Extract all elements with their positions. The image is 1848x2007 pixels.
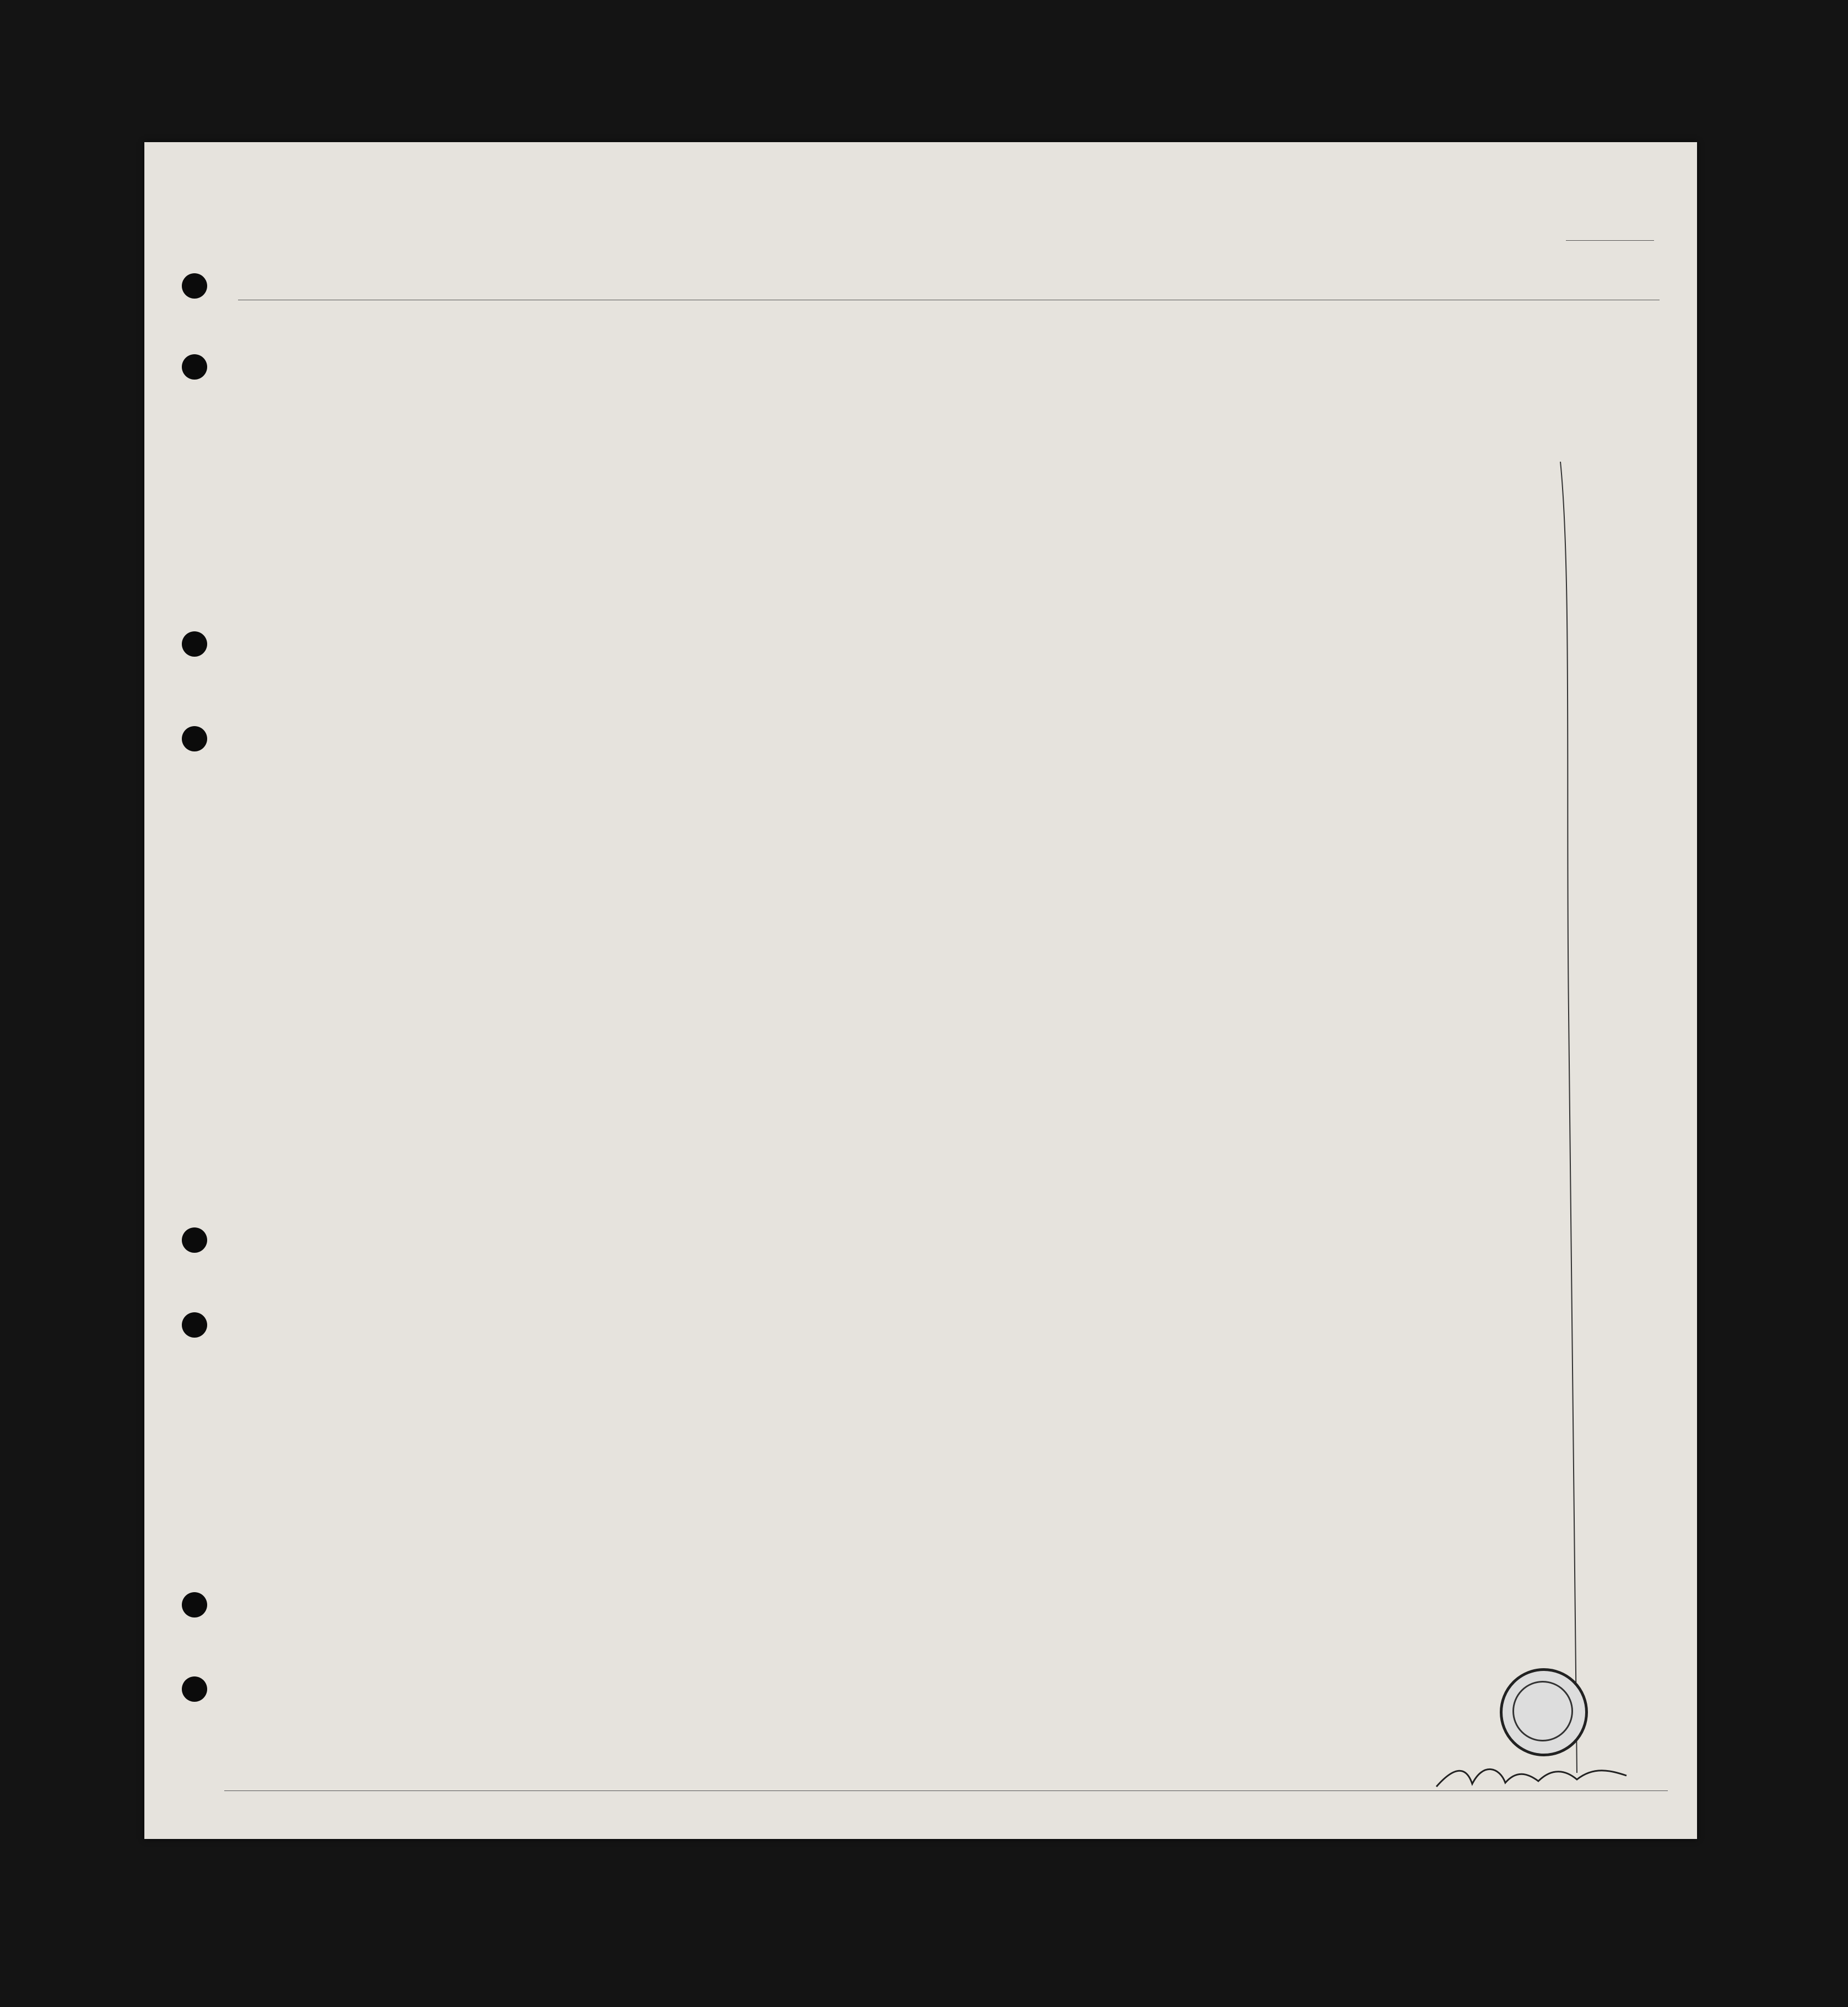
punch-hole	[182, 1592, 207, 1617]
col6-header	[995, 314, 1049, 322]
footer-underline	[224, 1790, 1668, 1791]
col9-header	[1243, 314, 1347, 316]
officer-signature	[1434, 1762, 1632, 1795]
col3-header	[603, 314, 690, 328]
col1-header	[197, 314, 234, 320]
punch-hole	[182, 1312, 207, 1338]
col2-header	[235, 314, 602, 324]
stamp-inner-ring	[1512, 1681, 1573, 1741]
col10-header	[1348, 314, 1495, 322]
punch-hole	[182, 631, 207, 657]
punch-hole	[182, 1676, 207, 1702]
footer	[205, 1767, 1671, 1811]
col11-header	[1496, 314, 1665, 322]
punch-hole	[182, 354, 207, 380]
manifest-sheet	[144, 142, 1697, 1839]
col7-header	[1050, 314, 1159, 322]
port-stamp	[1500, 1668, 1588, 1756]
col4-header	[691, 314, 815, 331]
punch-hole	[182, 726, 207, 751]
punch-hole	[182, 273, 207, 299]
col5-header	[816, 314, 994, 322]
col8-header	[1160, 314, 1242, 316]
punch-hole	[182, 1227, 207, 1253]
margin-pen-line	[1555, 462, 1588, 1784]
sheet-underline	[1566, 240, 1654, 241]
vessel-line	[194, 281, 1671, 303]
